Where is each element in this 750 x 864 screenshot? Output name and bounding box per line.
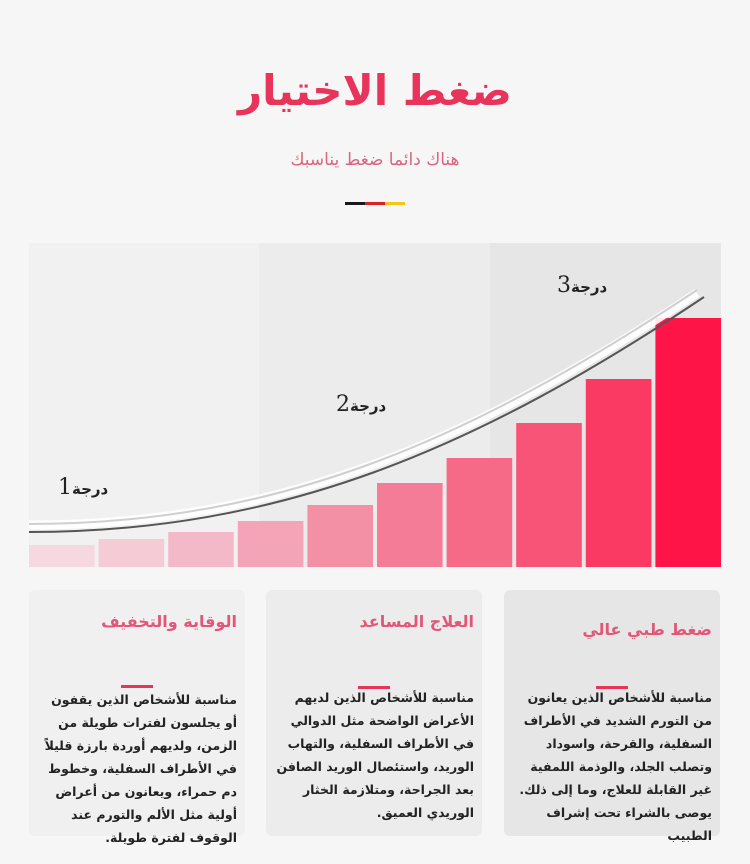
level-1-word: درجة xyxy=(72,480,109,498)
level-label-2 xyxy=(332,392,386,417)
pressure-bar-5 xyxy=(307,505,373,567)
level-1-number: 1 xyxy=(58,475,72,500)
pressure-bar-10 xyxy=(655,318,721,567)
pressure-bar-3 xyxy=(168,532,234,567)
pressure-bar-2 xyxy=(99,539,165,567)
pressure-bar-6 xyxy=(377,483,443,567)
flag-yellow-stripe xyxy=(385,202,405,205)
card-title: الوقاية والتخفيف xyxy=(101,612,237,631)
card-title: العلاج المساعد xyxy=(359,612,474,631)
pressure-bar-9 xyxy=(586,379,652,567)
card-text: مناسبة للأشخاص الذين يقفون أو يجلسون لفترات طويلة من الزمن، ولديهم أوردة بارزة قليلاً في الأطراف السفلية، وخطوط دم حمراء، ويعانون من أعراض أولية مثل الألم والتورم عند الوقوف لفترة طويلة. xyxy=(44,692,237,845)
level-3-number: 3 xyxy=(557,273,571,298)
page-title: ضغط الاختيار xyxy=(237,66,513,115)
page-subtitle: هناك دائما ضغط يناسبك xyxy=(290,150,460,170)
pressure-bar-7 xyxy=(447,458,513,567)
pressure-bar-8 xyxy=(516,423,582,567)
card-text: مناسبة للأشخاص الذين لديهم الأعراض الواضحة مثل الدوالي في الأطراف السفلية، والتهاب الوريد، واستئصال الوريد الصافن بعد الجراحة، ومتلازمة الخثار الوريدي العميق. xyxy=(276,690,474,820)
pressure-bar-1 xyxy=(29,545,95,567)
card-high-medical-pressure xyxy=(504,590,720,843)
card-assistive-treatment xyxy=(266,590,482,836)
card-text: مناسبة للأشخاص الذين يعانون من التورم الشديد في الأطراف السفلية، والقرحة، واسوداد وتصلب الجلد، والوذمة اللمفية غير القابلة للعلاج، وما إلى ذلك. يوصى بالشراء تحت إشراف الطبيب xyxy=(519,690,712,843)
pressure-bar-4 xyxy=(238,521,304,567)
level-3-word: درجة xyxy=(571,278,608,296)
card-title: ضغط طبي عالي xyxy=(582,620,712,639)
level-2-number: 2 xyxy=(336,392,350,417)
flag-black-stripe xyxy=(345,202,365,205)
level-2-word: درجة xyxy=(350,397,387,415)
level-label-3 xyxy=(553,273,607,298)
level-label-1 xyxy=(54,475,108,500)
flag-red-stripe xyxy=(365,202,385,205)
card-prevention-relief xyxy=(29,590,245,845)
pressure-chart xyxy=(29,243,721,567)
